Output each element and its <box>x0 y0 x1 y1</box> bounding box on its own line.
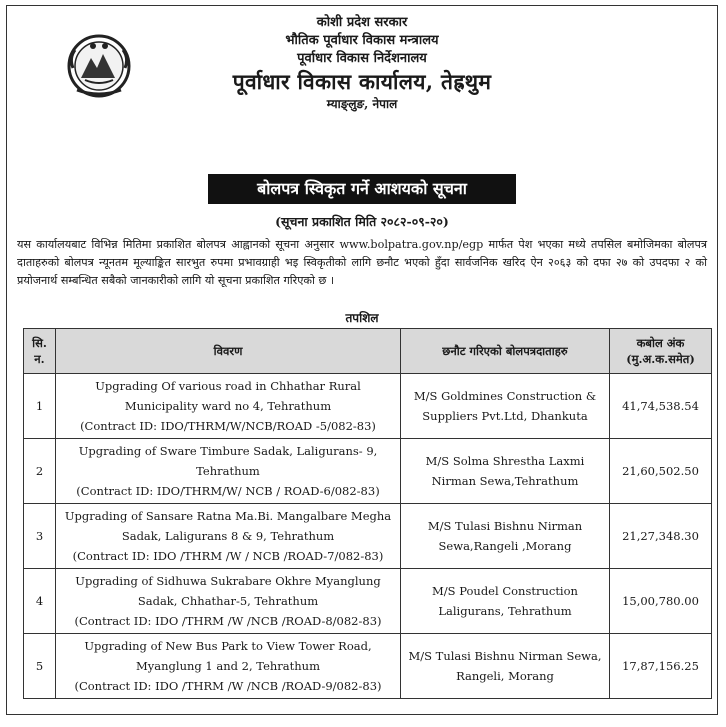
header-description: विवरण <box>56 329 401 374</box>
row-bidder <box>401 569 610 634</box>
notice-title: बोलपत्र स्विकृत गर्ने आशयको सूचना <box>208 174 516 204</box>
row-description <box>56 374 401 439</box>
header-amount-line1: कबोल अंक <box>636 336 685 350</box>
office-address: म्याङ्लुङ, नेपाल <box>326 97 398 111</box>
row-amount: 17,87,156.25 <box>610 634 712 699</box>
table-row <box>24 439 712 504</box>
bidder-line: Rangeli, Morang <box>456 669 554 683</box>
directorate-line: पूर्वाधार विकास निर्देशनालय <box>297 51 427 66</box>
row-bidder <box>401 504 610 569</box>
table-row <box>24 504 712 569</box>
table-row <box>24 374 712 439</box>
row-amount: 21,60,502.50 <box>610 439 712 504</box>
bidder-line: M/S Tulasi Bishnu Nirman Sewa, <box>408 649 602 663</box>
bidder-line: M/S Poudel Construction <box>432 584 578 598</box>
row-sn: 4 <box>24 569 56 634</box>
header-amount <box>610 329 712 374</box>
row-description <box>56 439 401 504</box>
bidder-line: M/S Solma Shrestha Laxmi <box>425 454 585 468</box>
header <box>7 14 717 112</box>
desc-line: Municipality ward no 4, Tehrathum <box>124 399 332 413</box>
desc-line: Sadak, Laligurans 8 & 9, Tehrathum <box>121 529 335 543</box>
row-sn: 1 <box>24 374 56 439</box>
row-bidder <box>401 374 610 439</box>
ministry-line: भौतिक पूर्वाधार विकास मन्त्रालय <box>285 33 439 48</box>
province-govt-line: कोशी प्रदेश सरकार <box>316 15 408 30</box>
award-table <box>23 328 712 699</box>
row-amount: 15,00,780.00 <box>610 569 712 634</box>
schedule-label: तपशिल <box>345 311 379 325</box>
bidder-line: M/S Tulasi Bishnu Nirman <box>427 519 583 533</box>
bidder-line: M/S Goldmines Construction & <box>413 389 597 403</box>
contract-id: (Contract ID: IDO/THRM/W/NCB/ROAD -5/082-83) <box>80 419 376 433</box>
contract-id: (Contract ID: IDO/THRM/W/ NCB / ROAD-6/082-83) <box>76 484 380 498</box>
bidder-line: Laligurans, Tehrathum <box>438 604 572 618</box>
desc-line: Upgrading of New Bus Park to View Tower Road, <box>84 639 372 653</box>
row-amount: 41,74,538.54 <box>610 374 712 439</box>
bidder-line: Nirman Sewa,Tehrathum <box>431 474 579 488</box>
desc-line: Myanglung 1 and 2, Tehrathum <box>136 659 320 673</box>
office-name: पूर्वाधार विकास कार्यालय, तेह्रथुम <box>232 69 492 94</box>
bidder-line: Sewa,Rangeli ,Morang <box>438 539 572 553</box>
row-bidder <box>401 634 610 699</box>
row-description <box>56 634 401 699</box>
desc-line: Upgrading Of various road in Chhathar Rural <box>95 379 361 393</box>
row-amount: 21,27,348.30 <box>610 504 712 569</box>
row-description <box>56 569 401 634</box>
header-bidder: छनौट गरिएको बोलपत्रदाताहरु <box>401 329 610 374</box>
publish-date: (सूचना प्रकाशित मिति २०८२-०९-२०) <box>275 214 449 229</box>
desc-line: Upgrading of Sidhuwa Sukrabare Okhre Myanglung <box>75 574 381 588</box>
desc-line: Upgrading of Sware Timbure Sadak, Laligurans- 9, <box>78 444 378 458</box>
desc-line: Upgrading of Sansare Ratna Ma.Bi. Mangalbare Megha <box>64 509 392 523</box>
notice-body: यस कार्यालयबाट विभिन्न मितिमा प्रकाशित बोलपत्र आह्वानको सूचना अनुसार www.bolpatra.gov.np/egp मार्फत पेश भएका मध्ये तपसिल बमोजिमका बोलपत्र दाताहरुको बोलपत्र न्यूनतम मूल्याङ्कित सारभुत रुपमा प्रभावग्राही भइ स्विकृतीको लागि छनौट भएको हुँदा सार्वजनिक खरिद ऐन २०६३ को दफा २७ को उपदफा २ को प्रयोजनार्थ सम्बन्धित सबैको जानकारीको लागि यो सूचना प्रकाशित गरिएको छ । <box>17 238 707 287</box>
desc-line: Sadak, Chhathar-5, Tehrathum <box>137 594 319 608</box>
header-amount-line2: (मु.अ.क.समेत) <box>626 352 695 366</box>
table-row <box>24 634 712 699</box>
bidder-line: Suppliers Pvt.Ltd, Dhankuta <box>422 409 588 423</box>
contract-id: (Contract ID: IDO /THRM /W /NCB /ROAD-9/082-83) <box>74 679 382 693</box>
row-sn: 5 <box>24 634 56 699</box>
notice-document <box>6 5 718 715</box>
contract-id: (Contract ID: IDO /THRM /W / NCB /ROAD-7/082-83) <box>72 549 384 563</box>
desc-line: Tehrathum <box>196 464 260 478</box>
table-row <box>24 569 712 634</box>
row-sn: 2 <box>24 439 56 504</box>
row-description <box>56 504 401 569</box>
row-bidder <box>401 439 610 504</box>
table-header-row <box>24 329 712 374</box>
row-sn: 3 <box>24 504 56 569</box>
header-sn: सि. न. <box>24 329 56 374</box>
contract-id: (Contract ID: IDO /THRM /W /NCB /ROAD-8/082-83) <box>74 614 382 628</box>
